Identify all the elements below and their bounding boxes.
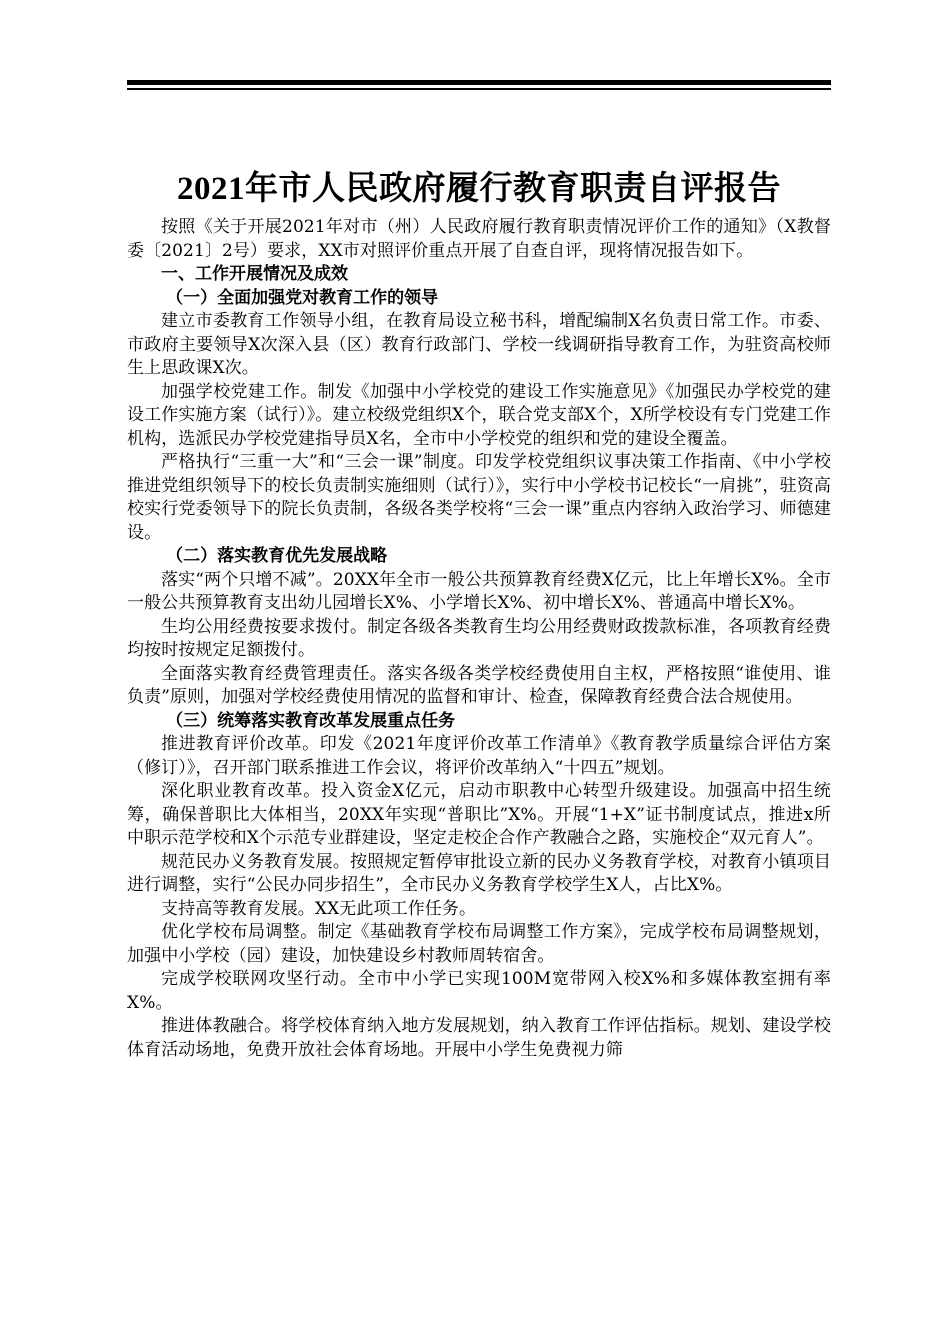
header-rule-thick [127, 80, 831, 85]
subsection-heading-3: （三）统筹落实教育改革发展重点任务 [166, 710, 456, 731]
body-paragraph: 严格执行“三重一大”和“三会一课”制度。印发学校党组织议事决策工作指南、《中小学校推进党组织领导下的校长负责制实施细则（试行）》，实行中小学校书记校长“一肩挑”，驻资高校实行党委领导下的院长负责制，各级各类学校将“三会一课”重点内容纳入政治学习、师德建设。 [127, 452, 831, 543]
intro-paragraph: 按照《关于开展2021年对市（州）人民政府履行教育职责情况评价工作的通知》（X教督委〔2021〕2号）要求，XX市对照评价重点开展了自查自评，现将情况报告如下。 [127, 217, 831, 261]
body-paragraph: 完成学校联网攻坚行动。全市中小学已实现100M宽带网入校X%和多媒体教室拥有率X%。 [127, 969, 831, 1013]
subsection-heading-1: （一）全面加强党对教育工作的领导 [166, 287, 439, 308]
body-paragraph: 加强学校党建工作。制发《加强中小学校党的建设工作实施意见》《加强民办学校党的建设工作实施方案（试行）》。建立校级党组织X个，联合党支部X个，X所学校设有专门党建工作机构，选派民办学校党建指导员X名，全市中小学校党的组织和党的建设全覆盖。 [127, 381, 831, 449]
body-paragraph: 支持高等教育发展。XX无此项工作任务。 [161, 898, 477, 919]
body-paragraph: 全面落实教育经费管理责任。落实各级各类学校经费使用自主权，严格按照“谁使用、谁负责”原则，加强对学校经费使用情况的监督和审计、检查，保障教育经费合法合规使用。 [127, 663, 831, 707]
body-paragraph: 推进教育评价改革。印发《2021年度评价改革工作清单》《教育教学质量综合评估方案（修订）》，召开部门联系推进工作会议，将评价改革纳入“十四五”规划。 [127, 734, 831, 778]
body-paragraph: 建立市委教育工作领导小组，在教育局设立秘书科，增配编制X名负责日常工作。市委、市政府主要领导X次深入县（区）教育行政部门、学校一线调研指导教育工作，为驻资高校师生上思政课X次。 [127, 311, 831, 378]
document-title: 2021年市人民政府履行教育职责自评报告 [177, 171, 781, 207]
header-rule-thin [127, 88, 831, 90]
body-paragraph: 深化职业教育改革。投入资金X亿元，启动市职教中心转型升级建设。加强高中招生统筹，确保普职比大体相当，20XX年实现“普职比”X%。开展“1+X”证书制度试点，推进x所中职示范学校和X个示范专业群建设，坚定走校企合作产教融合之路，实施校企“双元育人”。 [127, 781, 831, 848]
body-paragraph: 规范民办义务教育发展。按照规定暂停审批设立新的民办义务教育学校，对教育小镇项目进行调整，实行“公民办同步招生”，全市民办义务教育学校学生X人，占比X%。 [127, 851, 831, 895]
section-heading-1: 一、工作开展情况及成效 [161, 264, 348, 284]
subsection-heading-2: （二）落实教育优先发展战略 [166, 546, 388, 566]
body-paragraph: 优化学校布局调整。制定《基础教育学校布局调整工作方案》，完成学校布局调整规划，加强中小学校（园）建设，加快建设乡村教师周转宿舍。 [127, 922, 831, 966]
document-body [127, 168, 831, 1062]
body-paragraph: 生均公用经费按要求拨付。制定各级各类教育生均公用经费财政拨款标准，各项教育经费均按时按规定足额拨付。 [127, 616, 831, 660]
body-paragraph: 落实“两个只增不减”。20XX年全市一般公共预算教育经费X亿元，比上年增长X%。全市一般公共预算教育支出幼儿园增长X%、小学增长X%、初中增长X%、普通高中增长X%。 [127, 569, 831, 613]
body-paragraph: 推进体教融合。将学校体育纳入地方发展规划，纳入教育工作评估指标。规划、建设学校体育活动场地，免费开放社会体育场地。开展中小学生免费视力筛 [127, 1016, 831, 1060]
